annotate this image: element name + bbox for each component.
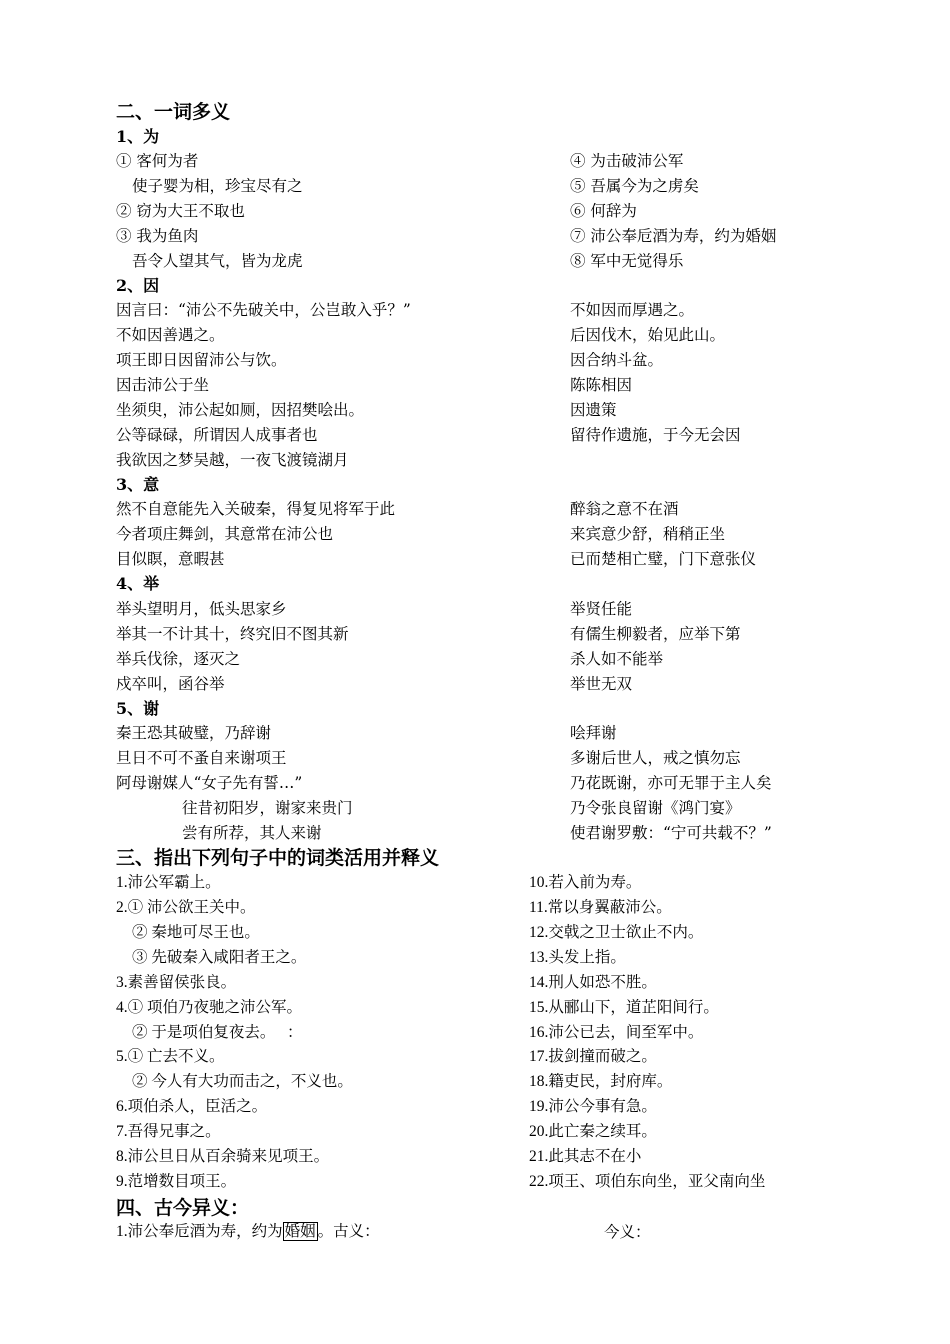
example-line: 秦王恐其破璧，乃辞谢 [116, 724, 272, 742]
example-line: 后因伐木，始见此山。 [570, 326, 726, 344]
group-heading-yin: 2、因 [116, 276, 160, 295]
question-line: 21.此其志不在小 [529, 1148, 642, 1165]
example-line: 因击沛公于坐 [116, 376, 210, 394]
group-heading-yi: 3、意 [116, 475, 160, 494]
example-line: 来宾意少舒，稍稍正坐 [570, 525, 726, 543]
example-line: 杀人如不能举 [570, 650, 664, 668]
question-line [116, 1222, 380, 1242]
example-line: 举兵伐徐，逐灭之 [116, 650, 241, 668]
question-line: 13.头发上指。 [529, 949, 626, 966]
question-line: 18.籍吏民，封府库。 [529, 1073, 673, 1090]
section-title-word-usage: 三、指出下列句子中的词类活用并释义 [116, 847, 440, 869]
question-line: 22.项王、项伯东向坐，亚父南向坐 [529, 1173, 766, 1190]
example-line: 我欲因之梦吴越，一夜飞渡镜湖月 [116, 451, 349, 469]
example-line: 哙拜谢 [570, 724, 617, 742]
example-line: 戍卒叫，函谷举 [116, 675, 225, 693]
example-line: 公等碌碌，所谓因人成事者也 [116, 426, 318, 444]
question-line: 4.① 项伯乃夜驰之沛公军。 [116, 999, 303, 1016]
question-line: 17.拔剑撞而破之。 [529, 1048, 657, 1065]
question-line: ③ 先破秦入咸阳者王之。 [132, 949, 307, 966]
example-line: ③ 我为鱼肉 [116, 227, 199, 245]
question-line: 19.沛公今事有急。 [529, 1098, 657, 1115]
question-line: 11.常以身翼蔽沛公。 [529, 899, 672, 916]
question-line: 10.若入前为寿。 [529, 874, 642, 891]
example-line: ④ 为击破沛公军 [570, 152, 684, 170]
example-line: 使君谢罗敷：“宁可共载不？” [570, 824, 772, 842]
ancient-meaning-label: 。古义： [317, 1223, 380, 1240]
example-line: 旦日不可不蚤自来谢项王 [116, 749, 287, 767]
example-line: ⑦ 沛公奉卮酒为寿，约为婚姻 [570, 227, 777, 245]
example-line: ① 客何为者 [116, 152, 199, 170]
question-line: 9.范增数目项王。 [116, 1173, 237, 1190]
example-line: 举其一不计其十，终究旧不图其新 [116, 625, 349, 643]
question-line: 5.① 亡去不义。 [116, 1048, 225, 1065]
example-line: 吾令人望其气，皆为龙虎 [132, 252, 303, 270]
question-line: 6.项伯杀人，臣活之。 [116, 1098, 268, 1115]
example-line: 然不自意能先入关破秦，得复见将军于此 [116, 500, 396, 518]
example-line: ② 窃为大王不取也 [116, 202, 245, 220]
example-line: 陈陈相因 [570, 376, 633, 394]
section-title-ancient-modern: 四、古今异义： [116, 1197, 250, 1219]
question-line: 16.沛公已去，间至军中。 [529, 1024, 704, 1041]
question-line: ② 秦地可尽王也。 [132, 924, 260, 941]
example-line: 乃花既谢，亦可无罪于主人矣 [570, 774, 772, 792]
example-line: 举世无双 [570, 675, 633, 693]
group-heading-xie: 5、谢 [116, 699, 160, 718]
group-heading-ju: 4、举 [116, 574, 160, 593]
example-line: 项王即日因留沛公与饮。 [116, 351, 287, 369]
example-line: 因遗策 [570, 401, 617, 419]
example-line: ⑥ 何辞为 [570, 202, 637, 220]
question-line: 14.刑人如恐不胜。 [529, 974, 657, 991]
example-line: 往昔初阳岁，谢家来贵门 [182, 799, 353, 817]
example-line: 已而楚相亡璧，门下意张仪 [570, 550, 757, 568]
example-line: ⑤ 吾属今为之虏矣 [570, 177, 699, 195]
question-line: 15.从郦山下，道芷阳间行。 [529, 999, 719, 1016]
example-line: 使子婴为相，珍宝尽有之 [132, 177, 303, 195]
question-line: 3.素善留侯张良。 [116, 974, 237, 991]
example-line: 尝有所荐，其人来谢 [182, 824, 322, 842]
question-line: 1.沛公军霸上。 [116, 874, 221, 891]
highlighted-word: 婚姻 [284, 1223, 316, 1240]
example-line: 坐须臾，沛公起如厕，因招樊哙出。 [116, 401, 365, 419]
example-line: 举贤任能 [570, 600, 633, 618]
question-line: 7.吾得兄事之。 [116, 1123, 221, 1140]
example-line: 有儒生柳毅者，应举下第 [570, 625, 741, 643]
question-line: ② 于是项伯复夜去。 ： [132, 1024, 303, 1041]
example-line: 醉翁之意不在酒 [570, 500, 679, 518]
example-line: 因合纳斗盆。 [570, 351, 664, 369]
question-line: 8.沛公旦日从百余骑来见项王。 [116, 1148, 330, 1165]
example-line: ⑧ 军中无觉得乐 [570, 252, 684, 270]
question-line: ② 今人有大功而击之，不义也。 [132, 1073, 353, 1090]
example-line: 今者项庄舞剑，其意常在沛公也 [116, 525, 334, 543]
modern-meaning-label: 今义： [604, 1223, 651, 1241]
example-line: 不如因而厚遇之。 [570, 301, 695, 319]
example-line: 阿母谢媒人“女子先有誓…” [116, 774, 303, 792]
section-title-polysemy: 二、一词多义 [116, 101, 231, 123]
example-line: 举头望明月，低头思家乡 [116, 600, 287, 618]
example-line: 多谢后世人，戒之慎勿忘 [570, 749, 741, 767]
example-line: 因言曰：“沛公不先破关中，公岂敢入乎？” [116, 301, 411, 319]
question-text: 1.沛公奉卮酒为寿，约为 [116, 1223, 283, 1240]
example-line: 乃令张良留谢《鸿门宴》 [570, 799, 741, 817]
example-line: 目似瞑，意暇甚 [116, 550, 225, 568]
question-line: 2.① 沛公欲王关中。 [116, 899, 256, 916]
example-line: 留待作遗施，于今无会因 [570, 426, 741, 444]
group-heading-wei: 1、为 [116, 127, 160, 146]
example-line: 不如因善遇之。 [116, 326, 225, 344]
question-line: 20.此亡秦之续耳。 [529, 1123, 657, 1140]
question-line: 12.交戟之卫士欲止不内。 [529, 924, 704, 941]
